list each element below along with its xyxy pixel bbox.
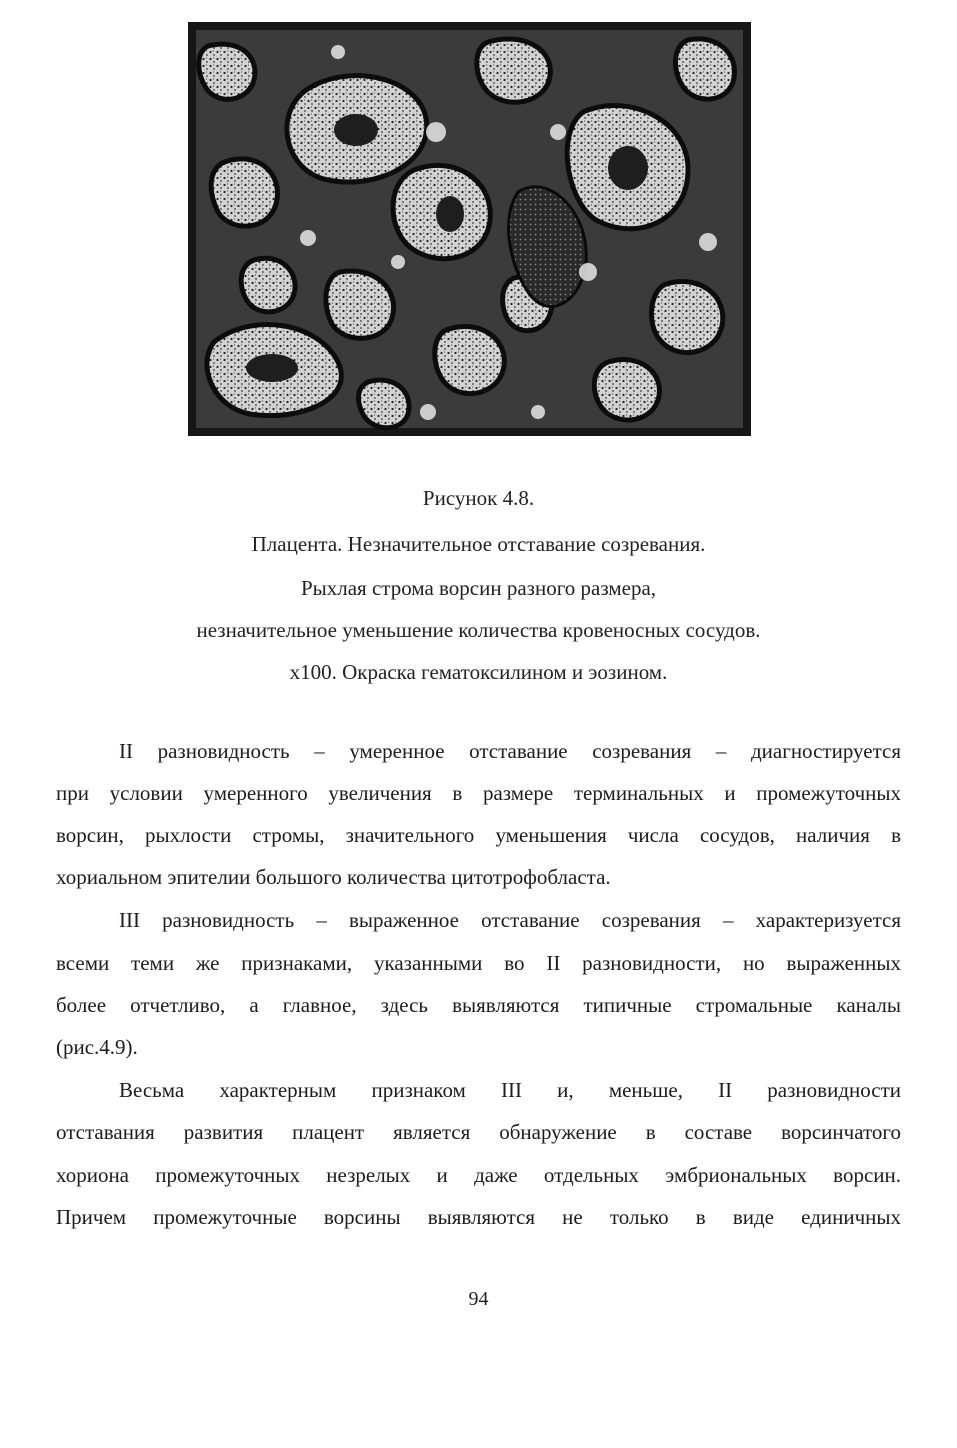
paragraph-line: более отчетливо, а главное, здесь выявляются типичные стромальные каналы <box>56 993 901 1017</box>
paragraph-line: всеми теми же признаками, указанными во II разновидности, но выраженных <box>56 951 901 975</box>
paragraph-line: хориальном эпителии большого количества цитотрофобласта. <box>56 865 611 889</box>
paragraph-line: ворсин, рыхлости стромы, значительного уменьшения числа сосудов, наличия в <box>56 823 901 847</box>
paragraph-line: III разновидность – выраженное отставание созревания – характеризуется <box>119 908 901 932</box>
paragraph-line: Весьма характерным признаком III и, меньше, II разновидности <box>119 1078 901 1102</box>
paragraph-line: (рис.4.9). <box>56 1035 138 1059</box>
micrograph-figure <box>188 22 751 436</box>
figure-caption-line: незначительное уменьшение количества кровеносных сосудов. <box>196 618 761 642</box>
paragraph-line: отставания развития плацент является обнаружение в составе ворсинчатого <box>56 1120 901 1144</box>
figure-caption-title: Рисунок 4.8. <box>422 486 535 510</box>
page-number: 94 <box>468 1288 489 1310</box>
paragraph-line: хориона промежуточных незрелых и даже отдельных эмбриональных ворсин. <box>56 1163 901 1187</box>
figure-caption-line: х100. Окраска гематоксилином и эозином. <box>289 660 668 684</box>
figure-caption-line: Плацента. Незначительное отставание созревания. <box>251 532 706 556</box>
paragraph-line: при условии умеренного увеличения в размере терминальных и промежуточных <box>56 781 901 805</box>
paragraph-line: II разновидность – умеренное отставание созревания – диагностируется <box>119 739 901 763</box>
placenta-micrograph-image <box>188 22 751 436</box>
figure-caption-line: Рыхлая строма ворсин разного размера, <box>300 576 657 600</box>
paragraph-line: Причем промежуточные ворсины выявляются не только в виде единичных <box>56 1205 901 1229</box>
